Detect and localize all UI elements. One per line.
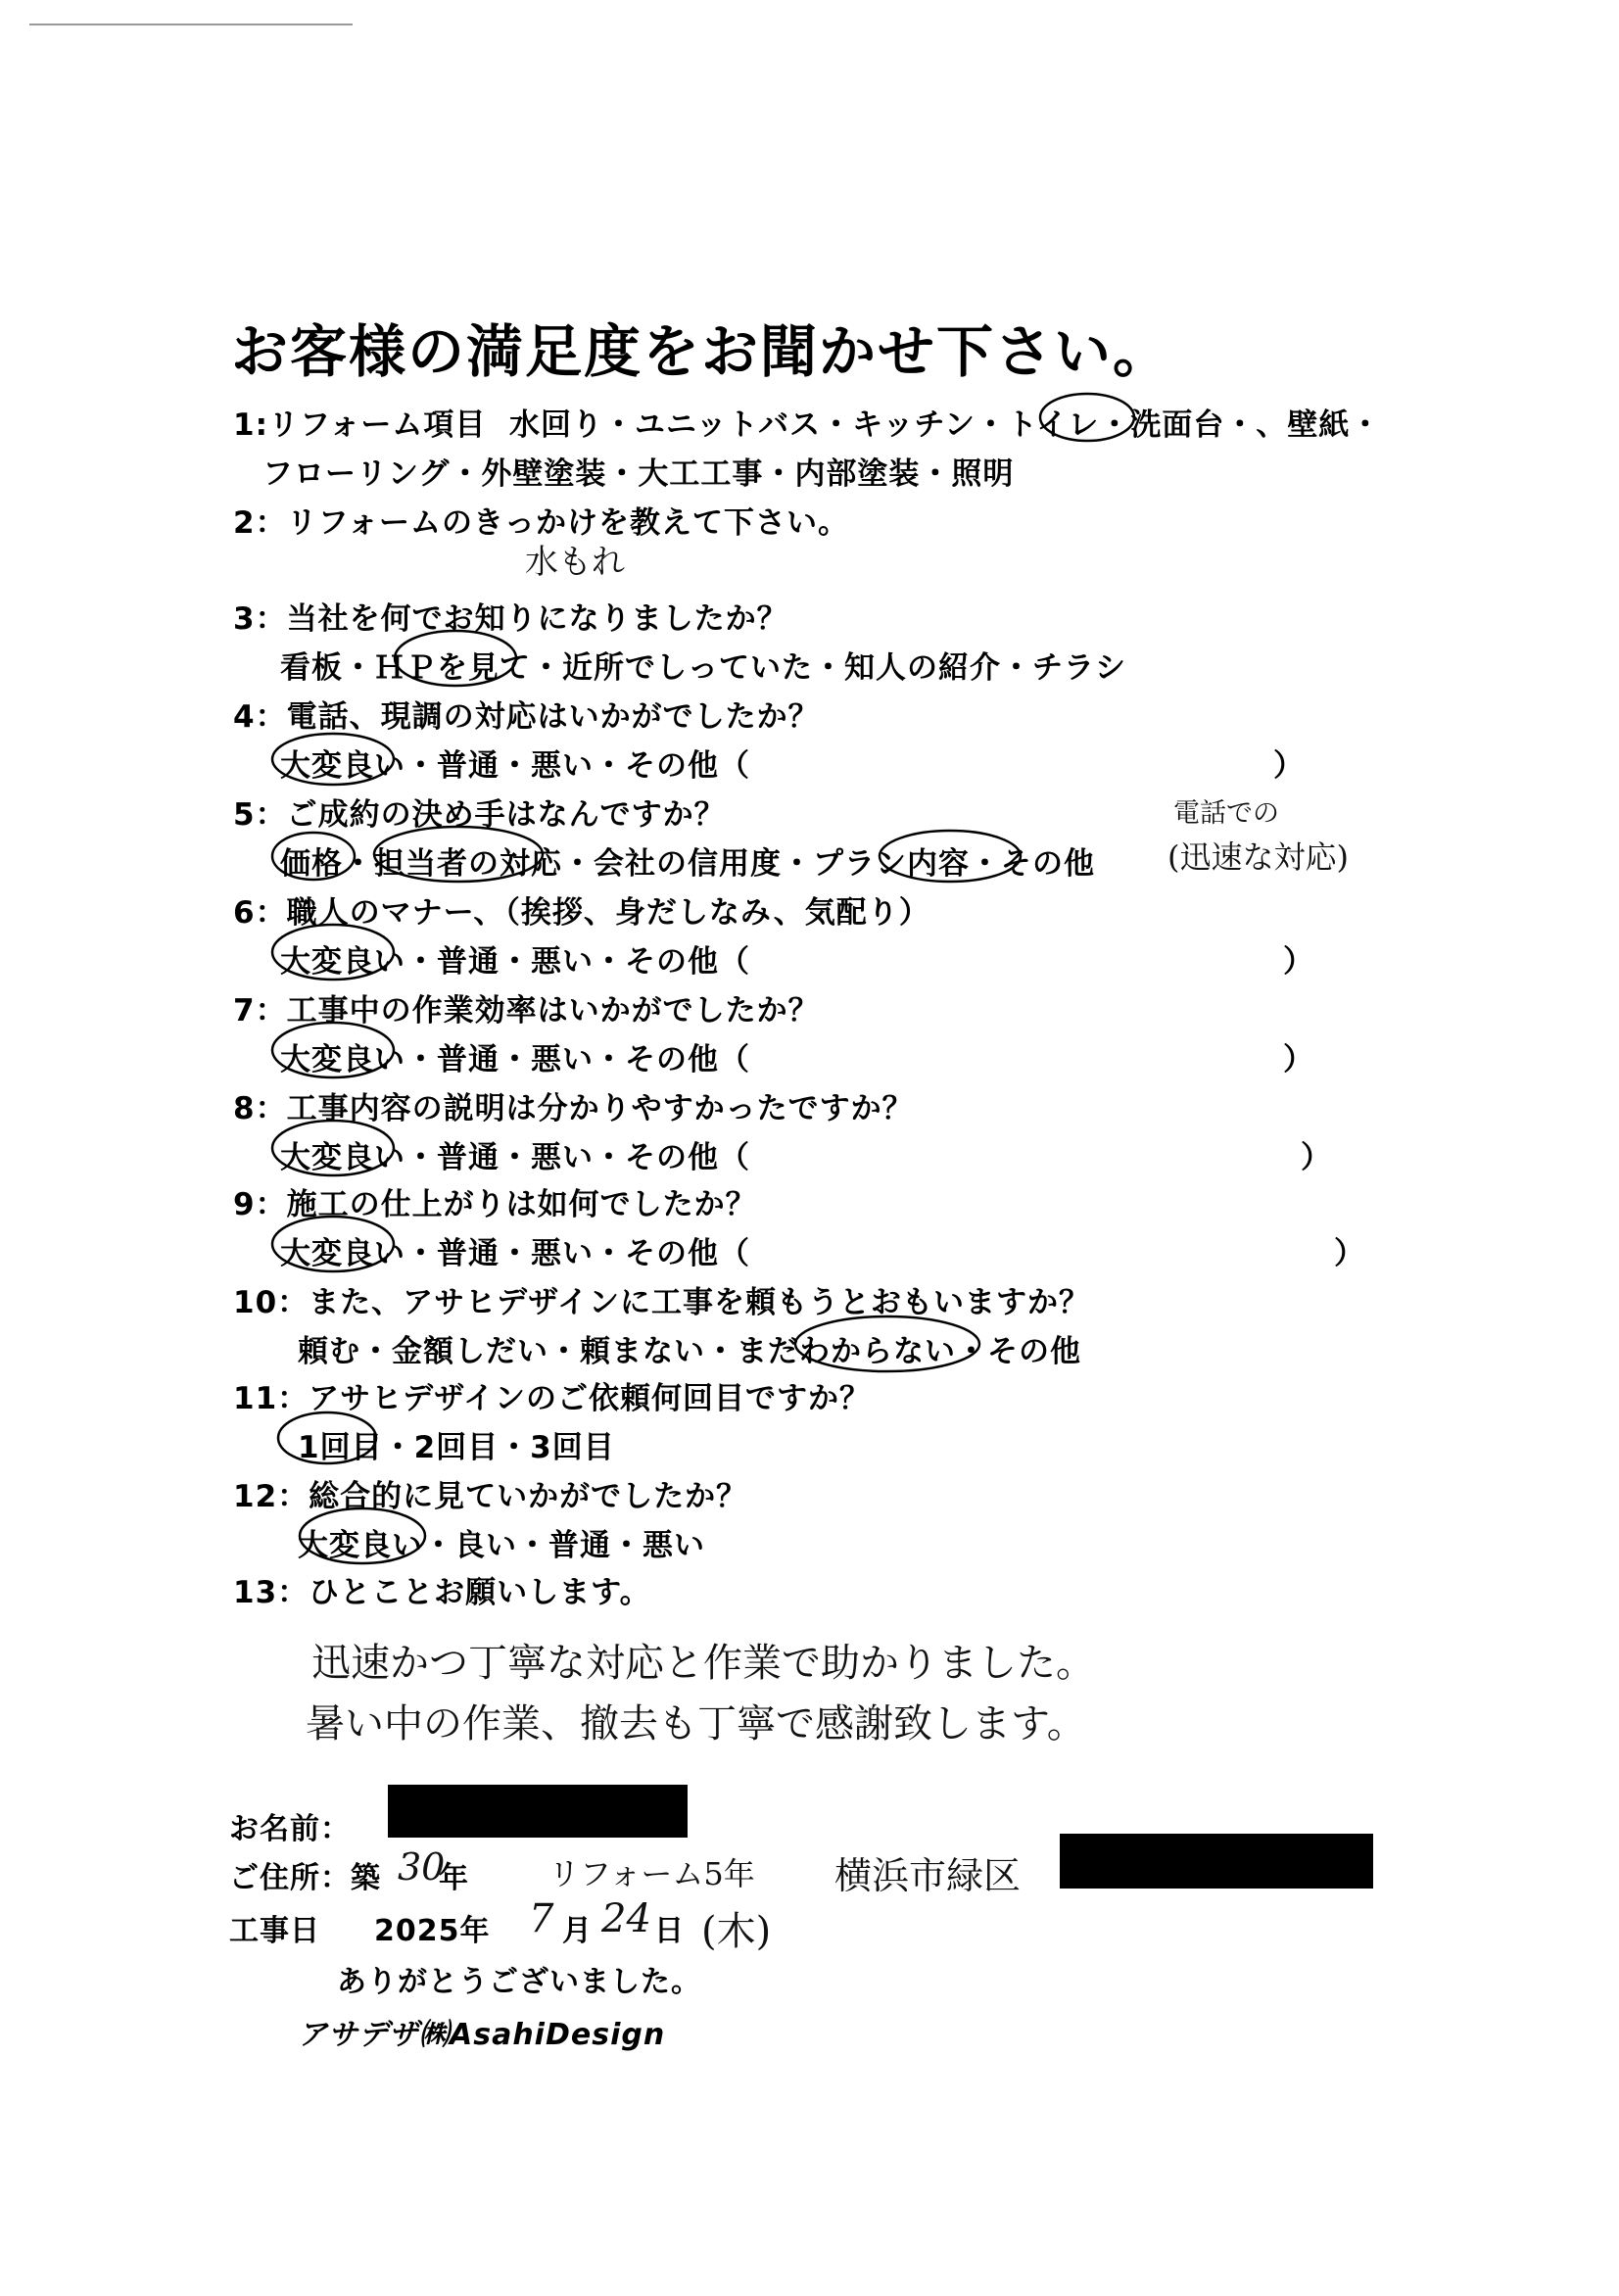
date-day-suffix: 日 (654, 1914, 685, 1948)
q1-options-line2: フローリング・外壁塗装・大工工事・内部塗装・照明 (262, 456, 1015, 492)
q2-label: 2：リフォームのきっかけを教えて下さい。 (233, 505, 850, 541)
q5-handwritten-note: (迅速な対応) (1167, 838, 1349, 876)
q8-options: 大変良い・普通・悪い・その他（ (280, 1140, 750, 1175)
date-weekday-handwritten: (木) (701, 1909, 772, 1954)
circle-q10-undecided (795, 1316, 979, 1371)
name-label: お名前： (229, 1812, 351, 1846)
page-title: お客様の満足度をお聞かせ下さい。 (231, 318, 1172, 385)
q1-label: 1:リフォーム項目 (233, 407, 487, 443)
q11-options: 1回目・2回目・3回目 (298, 1430, 615, 1465)
q5-options: 価格・担当者の対応・会社の信用度・プラン内容・その他 (280, 846, 1095, 882)
q10-options: 頼む・金額しだい・頼まない・まだわからない・その他 (298, 1334, 1081, 1369)
date-year: 2025年 (374, 1914, 491, 1948)
circle-q4-very-good (272, 734, 394, 785)
q10-label: 10：また、アサヒデザインに工事を頼もうとおもいますか？ (233, 1285, 1090, 1320)
building-age-suffix: 年 (439, 1861, 469, 1895)
address-city-handwritten: 横浜市緑区 (834, 1854, 1022, 1897)
q13-label: 13：ひとことお願いします。 (233, 1575, 651, 1610)
circle-q5-staff (374, 827, 543, 882)
q7-label: 7：工事中の作業効率はいかがでしたか？ (233, 993, 820, 1028)
q2-handwritten-answer: 水もれ (525, 543, 625, 582)
date-month-handwritten: 7 (529, 1896, 554, 1941)
circle-q5-price (272, 833, 355, 880)
q4-options: 大変良い・普通・悪い・その他（ (280, 748, 750, 784)
circle-q8-very-good (272, 1121, 394, 1175)
circle-q5-plan (880, 831, 1021, 882)
q6-label: 6：職人のマナー、（挨拶、身だしなみ、気配り） (233, 895, 930, 931)
q4-close-paren: ） (1273, 748, 1305, 784)
q8-close-paren: ） (1301, 1140, 1332, 1175)
q11-label: 11：アサヒデザインのご依頼何回目ですか？ (233, 1381, 871, 1416)
q6-close-paren: ） (1283, 944, 1314, 980)
q7-close-paren: ） (1283, 1042, 1314, 1077)
q3-options: 看板・ＨＰを見て・近所でしっていた・知人の紹介・チラシ (280, 650, 1126, 686)
date-label: 工事日 (229, 1914, 320, 1948)
circle-q9-very-good (272, 1217, 394, 1271)
q9-options: 大変良い・普通・悪い・その他（ (280, 1236, 750, 1271)
q1-options-line1: 水回り・ユニットバス・キッチン・トイレ・洗面台・、壁紙・ (509, 407, 1382, 443)
thanks-text: ありがとうございました。 (337, 1965, 701, 1999)
q12-options: 大変良い・良い・普通・悪い (298, 1528, 705, 1563)
circle-q6-very-good (272, 925, 394, 980)
building-age-handwritten: 30 (398, 1845, 446, 1889)
q4-label: 4：電話、現調の対応はいかがでしたか？ (233, 699, 820, 735)
q12-label: 12：総合的に見ていかがでしたか？ (233, 1479, 748, 1514)
date-month-suffix: 月 (562, 1914, 593, 1948)
q7-options: 大変良い・普通・悪い・その他（ (280, 1042, 750, 1077)
circle-q7-very-good (272, 1023, 394, 1077)
date-day-handwritten: 24 (601, 1896, 651, 1941)
address-label: ご住所：築 (229, 1861, 381, 1895)
q5-handwritten-note-top: 電話での (1173, 798, 1279, 829)
circle-q11-first (278, 1412, 376, 1463)
q13-handwritten-comment-line1: 迅速かつ丁寧な対応と作業で助かりました。 (311, 1641, 1095, 1686)
q9-close-paren: ） (1334, 1236, 1365, 1271)
q3-label: 3：当社を何でお知りになりましたか？ (233, 601, 788, 637)
circle-q1-toilet (1040, 394, 1134, 441)
reform-note-handwritten: リフォーム5年 (548, 1855, 755, 1892)
q6-options: 大変良い・普通・悪い・その他（ (280, 944, 750, 980)
company-name: アサデザ㈱AsahiDesign (298, 2018, 666, 2052)
q9-label: 9：施工の仕上がりは如何でしたか？ (233, 1187, 757, 1222)
q8-label: 8：工事内容の説明は分かりやすかったですか？ (233, 1091, 914, 1126)
q5-label: 5：ご成約の決め手はなんですか？ (233, 797, 726, 833)
circle-q3-hp (395, 631, 516, 686)
circle-q12-very-good (300, 1508, 425, 1563)
q13-handwritten-comment-line2: 暑い中の作業、撤去も丁寧で感謝致します。 (306, 1701, 1086, 1746)
